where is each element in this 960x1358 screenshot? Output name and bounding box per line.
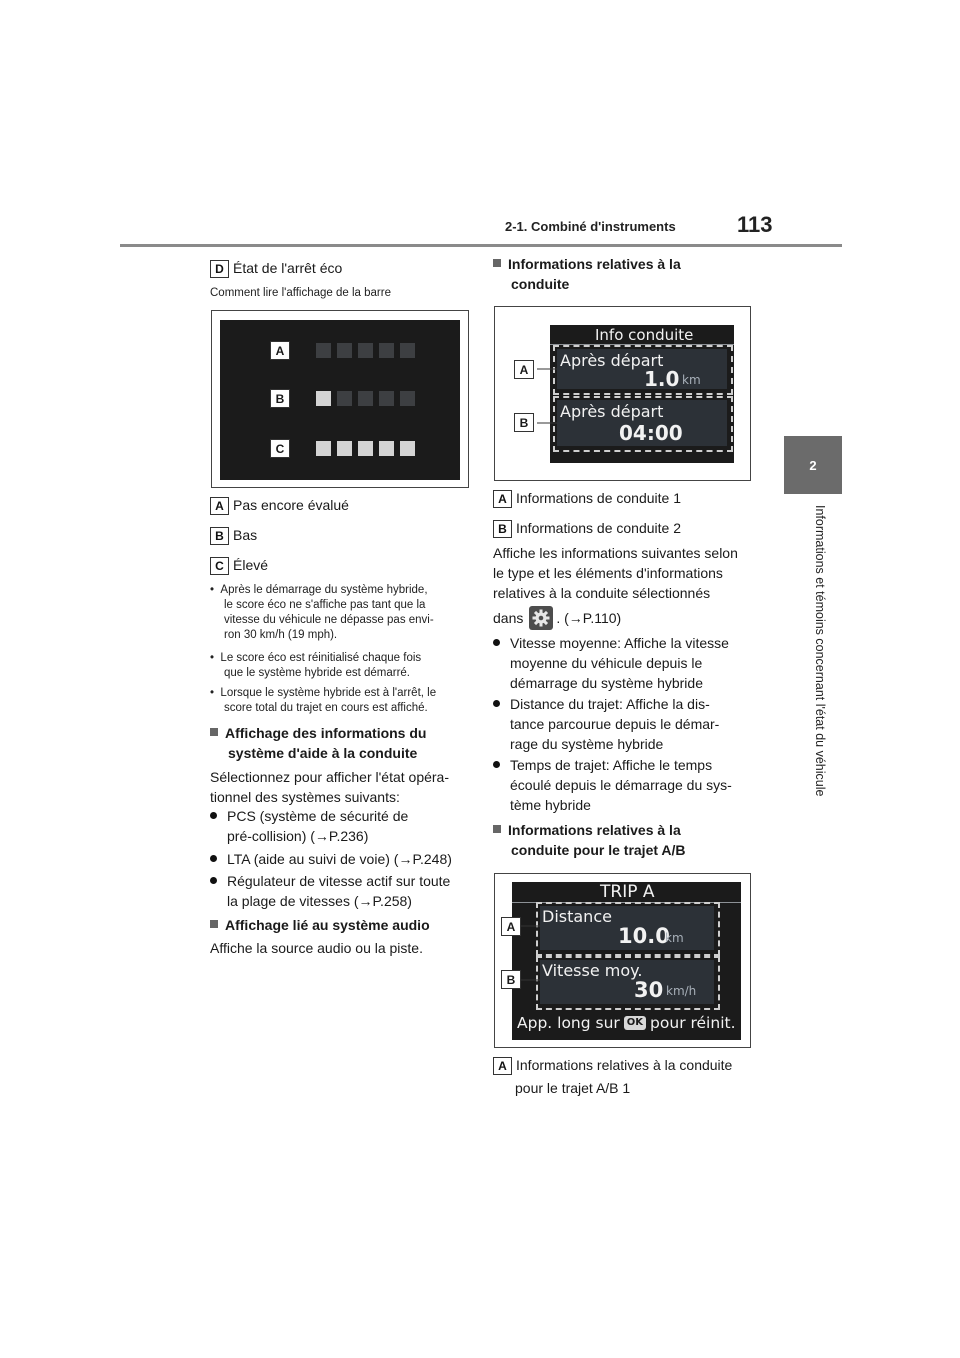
bullet-line: moyenne du véhicule depuis le <box>510 655 703 671</box>
legend-b <box>210 525 257 545</box>
bar-segment <box>337 441 352 456</box>
legend-text: Informations de conduite 1 <box>516 490 681 506</box>
trip-legend-a <box>493 1055 732 1075</box>
bullet-line: tance parcourue depuis le démar- <box>510 716 720 732</box>
bar-segment <box>358 391 373 406</box>
bullet-dot <box>493 639 500 646</box>
section-marker <box>493 825 501 833</box>
drive-display-title: Info conduite <box>595 326 694 344</box>
note-line: vitesse du véhicule ne dépasse pas envi- <box>224 614 434 626</box>
heading-d <box>210 258 342 278</box>
bullet-line: tème hybride <box>510 797 591 813</box>
bullet-dot <box>493 700 500 707</box>
bar-segment <box>337 343 352 358</box>
para-suffix: . (→P.110) <box>556 610 622 626</box>
audio-heading <box>210 915 430 935</box>
heading-line: conduite <box>511 276 570 292</box>
assist-heading <box>210 723 426 763</box>
para-line: Affiche les informations suivantes selon <box>493 545 738 561</box>
ok-key-icon: OK <box>624 1016 646 1030</box>
trip-row-a-value: 10.0 <box>618 924 670 948</box>
bullet-line: démarrage du système hybride <box>510 675 703 691</box>
heading-line: Informations relatives à la <box>508 822 681 838</box>
bar-segment <box>400 391 415 406</box>
bullet-line: LTA (aide au suivi de voie) (→P.248) <box>227 851 452 867</box>
bar-segment <box>316 391 331 406</box>
bullet-line: Distance du trajet: Affiche la dis- <box>510 696 710 712</box>
trip-tag-a: A <box>501 917 521 936</box>
drive-para-end <box>493 606 621 630</box>
drive-legend-a <box>493 488 681 508</box>
trip-leader-lines <box>495 874 750 1047</box>
drive-row-b-value: 04:00 <box>619 421 683 445</box>
note-line: ron 30 km/h (19 mph). <box>224 629 338 641</box>
bar-segment <box>379 441 394 456</box>
bar-segment <box>358 441 373 456</box>
bullet-dot <box>210 877 217 884</box>
legend-c <box>210 555 268 575</box>
chapter-title-vertical: Informations et témoins concernant l'état du véhicule <box>813 505 827 797</box>
page-number: 113 <box>737 212 773 237</box>
gear-icon <box>529 606 553 630</box>
legend-a-text: Pas encore évalué <box>233 497 349 513</box>
trip-legend-a-cont: pour le trajet A/B 1 <box>515 1080 631 1096</box>
audio-text: Affiche la source audio ou la piste. <box>210 940 423 956</box>
drive-bullet-distance <box>493 694 719 754</box>
chapter-tab: 2 <box>784 436 842 494</box>
heading-line: Affichage des informations du <box>225 725 427 741</box>
para-line: relatives à la conduite sélectionnés <box>493 585 711 601</box>
tag-label: D <box>210 260 229 278</box>
bullet-line: PCS (système de sécurité de <box>227 808 409 824</box>
bar-segment <box>379 391 394 406</box>
tag-label: A <box>493 1057 512 1075</box>
drive-tag-b: B <box>514 413 534 432</box>
trip-heading <box>493 820 686 860</box>
legend-b-text: Bas <box>233 527 258 543</box>
bar-tag-c: C <box>270 439 290 458</box>
legend-text: Informations relatives à la conduite <box>516 1057 733 1073</box>
heading-line: Informations relatives à la <box>508 256 681 272</box>
drive-row-b-label: Après départ <box>560 402 664 421</box>
para-line: tionnel des systèmes suivants: <box>210 789 400 805</box>
section-marker <box>493 259 501 267</box>
legend-a <box>210 495 349 515</box>
trip-row-b-unit: km/h <box>666 984 697 998</box>
bar-segment <box>379 343 394 358</box>
bullet-dot <box>493 761 500 768</box>
assist-bullet-lta <box>210 849 452 869</box>
note-3: • Lorsque le système hybride est à l'arrêt, le score total du trajet en cours est affiché. <box>210 686 475 716</box>
bar-segment <box>316 441 331 456</box>
trip-row-a-label: Distance <box>542 907 612 926</box>
bullet-line: écoulé depuis le démarrage du sys- <box>510 777 732 793</box>
bar-tag-b: B <box>270 389 290 408</box>
bullet-line: Temps de trajet: Affiche le temps <box>510 757 713 773</box>
heading-d-text: État de l'arrêt éco <box>233 260 343 276</box>
header-rule <box>120 244 842 247</box>
section-marker <box>210 920 218 928</box>
drive-row-a-unit: km <box>682 373 701 387</box>
bar-caption: Comment lire l'affichage de la barre <box>210 287 391 299</box>
note-1: • Après le démarrage du système hybride, le score éco ne s'affiche pas tant que la vitesse du véhicule ne dépasse pas envi- ron 30 km/h (19 mph). <box>210 583 470 643</box>
bar-segment <box>358 343 373 358</box>
trip-row-b-value: 30 <box>634 978 664 1002</box>
note-line: Lorsque le système hybride est à l'arrêt, le <box>220 687 437 699</box>
note-2: • Le score éco est réinitialisé chaque fois que le système hybride est démarré. <box>210 651 470 681</box>
drive-leader-lines <box>495 307 750 480</box>
para-line: Sélectionnez pour afficher l'état opéra- <box>210 769 450 785</box>
bullet-line: la plage de vitesses (→P.258) <box>227 893 412 909</box>
bullet-dot <box>210 855 217 862</box>
note-line: score total du trajet en cours est affiché. <box>224 702 428 714</box>
note-line: que le système hybride est démarré. <box>224 667 411 679</box>
bullet-line: Vitesse moyenne: Affiche la vitesse <box>510 635 729 651</box>
footer-prefix: App. long sur <box>517 1014 620 1032</box>
section-marker <box>210 728 218 736</box>
legend-c-text: Élevé <box>233 557 269 573</box>
section-title: 2-1. Combiné d'instruments <box>505 219 676 234</box>
bar-display <box>220 320 460 480</box>
heading-line: conduite pour le trajet A/B <box>511 842 686 858</box>
bullet-line: Régulateur de vitesse actif sur toute <box>227 873 451 889</box>
bar-segment <box>316 343 331 358</box>
assist-bullet-acc <box>210 871 450 911</box>
trip-tag-b: B <box>501 970 521 989</box>
bullet-dot <box>210 812 217 819</box>
para-line: le type et les éléments d'informations <box>493 565 723 581</box>
heading-line: Affichage lié au système audio <box>225 917 430 933</box>
drive-tag-a: A <box>514 360 534 379</box>
note-line: Après le démarrage du système hybride, <box>220 584 428 596</box>
tag-label: A <box>493 490 512 508</box>
assist-intro <box>210 767 449 807</box>
legend-text: Informations de conduite 2 <box>516 520 681 536</box>
bullet-line: pré-collision) (→P.236) <box>227 828 369 844</box>
trip-display-title: TRIP A <box>600 882 655 902</box>
trip-figure <box>494 873 751 1048</box>
drive-legend-b <box>493 518 681 538</box>
note-line: Le score éco est réinitialisé chaque fois <box>220 652 422 664</box>
tag-label: B <box>493 520 512 538</box>
tag-label: A <box>210 497 229 515</box>
assist-bullet-pcs <box>210 806 408 846</box>
heading-line: système d'aide à la conduite <box>228 745 418 761</box>
drive-para <box>493 543 738 603</box>
drive-bullet-avg-speed <box>493 633 729 693</box>
bar-figure <box>211 310 469 488</box>
tag-label: B <box>210 527 229 545</box>
drive-figure <box>494 306 751 481</box>
trip-row-a-unit: km <box>665 931 684 945</box>
footer-suffix: pour réinit. <box>650 1014 736 1032</box>
drive-bullet-time <box>493 755 732 815</box>
note-line: le score éco ne s'affiche pas tant que la <box>224 599 426 611</box>
para-prefix: dans <box>493 610 524 626</box>
drive-heading <box>493 254 681 294</box>
bar-tag-a: A <box>270 341 290 360</box>
bar-segment <box>400 343 415 358</box>
bullet-line: rage du système hybride <box>510 736 664 752</box>
tag-label: C <box>210 557 229 575</box>
bar-segment <box>337 391 352 406</box>
drive-row-a-label: Après départ <box>560 351 664 370</box>
trip-row-b-label: Vitesse moy. <box>542 961 643 980</box>
bar-segment <box>400 441 415 456</box>
drive-row-a-value: 1.0 <box>644 367 680 391</box>
